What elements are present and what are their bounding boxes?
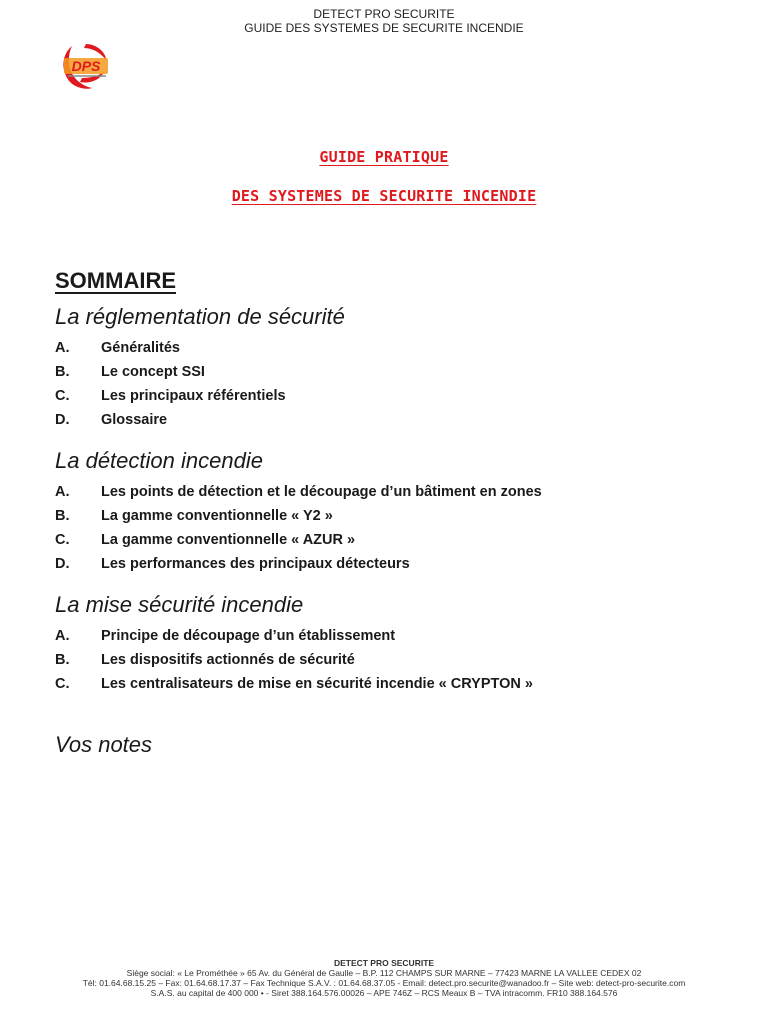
header-guide-title: GUIDE DES SYSTEMES DE SECURITE INCENDIE (244, 21, 524, 35)
section-items (55, 480, 715, 576)
table-of-contents (55, 268, 715, 764)
section-detection (55, 446, 715, 576)
item-text: Principe de découpage d’un établissement (101, 628, 396, 644)
dps-logo (56, 38, 110, 92)
item-letter: D. (55, 556, 70, 572)
page-header (0, 7, 768, 35)
item-text: Les points de détection et le découpage d’un bâtiment en zones (101, 484, 542, 500)
footer-company: DETECT PRO SECURITE (333, 958, 435, 968)
item-letter: C. (55, 532, 70, 548)
item-letter: A. (55, 628, 70, 644)
section-items (55, 336, 715, 432)
item-letter: A. (55, 340, 70, 356)
section-reglementation (55, 302, 715, 432)
item-text: Les dispositifs actionnés de sécurité (101, 652, 355, 668)
sommaire-heading: SOMMAIRE (55, 268, 176, 293)
item-text: La gamme conventionnelle « AZUR » (101, 532, 356, 548)
item-text: Généralités (101, 340, 180, 356)
list-item (55, 408, 715, 432)
list-item (55, 552, 715, 576)
item-text: Glossaire (101, 412, 168, 428)
section-title: La réglementation de sécurité (55, 304, 345, 329)
document-subtitle: DES SYSTEMES DE SECURITE INCENDIE (231, 187, 537, 205)
item-text: Les principaux référentiels (101, 388, 286, 404)
item-letter: C. (55, 676, 70, 692)
item-text: Les centralisateurs de mise en sécurité incendie « CRYPTON » (101, 676, 533, 692)
footer-legal: S.A.S. au capital de 400 000 • - Siret 388.164.576.00026 – APE 746Z – RCS Meaux B – TVA intracomm. FR10 388.164.576 (150, 988, 618, 998)
document-title-block (0, 148, 768, 206)
footer-contact: Tél: 01.64.68.15.25 – Fax: 01.64.68.17.37 – Fax Technique S.A.V. : 01.64.68.37.05 - Email: detect.pro.securite@wanadoo.fr – Site web: detect-pro-securite.com (82, 978, 686, 988)
list-item (55, 360, 715, 384)
svg-text:DPS: DPS (71, 58, 101, 74)
item-text: La gamme conventionnelle « Y2 » (101, 508, 333, 524)
document-title: GUIDE PRATIQUE (319, 148, 449, 166)
section-title: La mise sécurité incendie (55, 592, 304, 617)
page-footer (70, 958, 698, 998)
notes-heading: Vos notes (55, 732, 153, 757)
item-letter: A. (55, 484, 70, 500)
item-letter: D. (55, 412, 70, 428)
item-letter: C. (55, 388, 70, 404)
item-letter: B. (55, 652, 70, 668)
header-company: DETECT PRO SECURITE (313, 7, 455, 21)
item-letter: B. (55, 508, 70, 524)
section-items (55, 624, 715, 696)
list-item (55, 336, 715, 360)
list-item (55, 528, 715, 552)
list-item (55, 480, 715, 504)
footer-address: Siège social: « Le Prométhée » 65 Av. du Général de Gaulle – B.P. 112 CHAMPS SUR MARNE – 77423 MARNE LA VALLEE CEDEX 02 (126, 968, 642, 978)
list-item (55, 672, 715, 696)
item-letter: B. (55, 364, 70, 380)
list-item (55, 384, 715, 408)
item-text: Le concept SSI (101, 364, 205, 380)
list-item (55, 648, 715, 672)
item-text: Les performances des principaux détecteurs (101, 556, 410, 572)
list-item (55, 504, 715, 528)
list-item (55, 624, 715, 648)
section-mise-securite (55, 590, 715, 696)
section-title: La détection incendie (55, 448, 263, 473)
